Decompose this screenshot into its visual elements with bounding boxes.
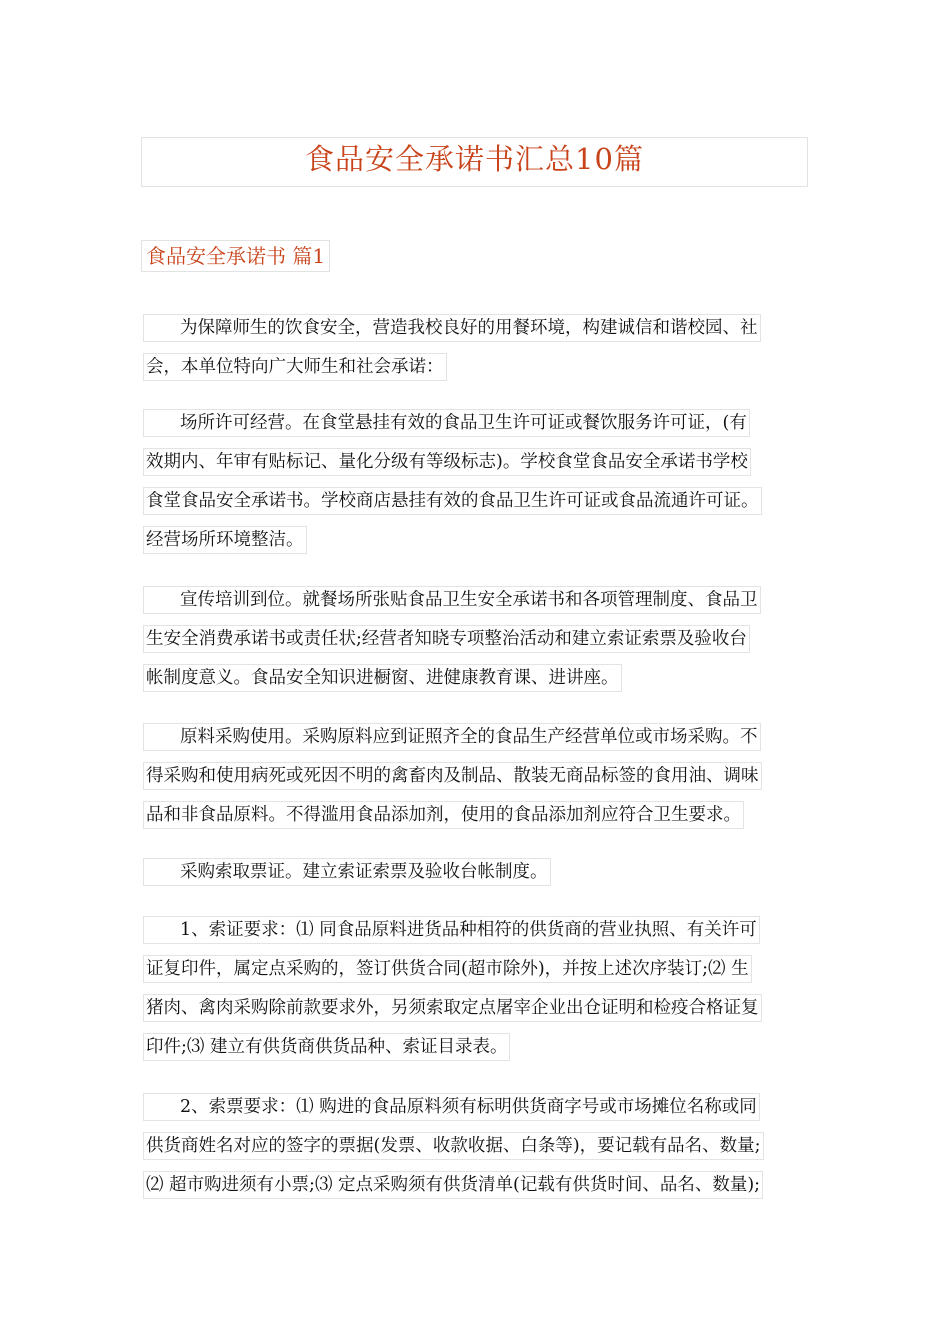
paragraph-line: 为保障师生的饮食安全，营造我校良好的用餐环境，构建诚信和谐校园、社 (143, 314, 809, 353)
paragraph-line: 场所许可经营。在食堂悬挂有效的食品卫生许可证或餐饮服务许可证，(有 (143, 409, 809, 448)
paragraph-line: 1、索证要求：⑴ 同食品原料进货品种相符的供货商的营业执照、有关许可 (143, 916, 809, 955)
paragraph-line: 效期内、年审有贴标记、量化分级有等级标志)。学校食堂食品安全承诺书学校 (143, 448, 809, 487)
paragraph-line: 宣传培训到位。就餐场所张贴食品卫生安全承诺书和各项管理制度、食品卫 (143, 586, 809, 625)
paragraph-line: ⑵ 超市购进须有小票;⑶ 定点采购须有供货清单(记载有供货时间、品名、数量); (143, 1171, 809, 1210)
paragraph-line: 供货商姓名对应的签字的票据(发票、收款收据、白条等)，要记载有品名、数量; (143, 1132, 809, 1171)
paragraph-line: 证复印件，属定点采购的，签订供货合同(超市除外)，并按上述次序装订;⑵ 生 (143, 955, 809, 994)
paragraph-line: 会，本单位特向广大师生和社会承诺： (143, 353, 809, 392)
paragraph-line: 食堂食品安全承诺书。学校商店悬挂有效的食品卫生许可证或食品流通许可证。 (143, 487, 809, 526)
paragraph-line: 经营场所环境整洁。 (143, 526, 809, 565)
document-title-box (141, 137, 808, 187)
paragraph-3 (143, 586, 809, 703)
paragraph-5 (143, 858, 809, 897)
paragraph-line: 2、索票要求：⑴ 购进的食品原料须有标明供货商字号或市场摊位名称或同 (143, 1093, 809, 1132)
paragraph-7 (143, 1093, 809, 1210)
paragraph-line: 猪肉、禽肉采购除前款要求外，另须索取定点屠宰企业出仓证明和检疫合格证复 (143, 994, 809, 1033)
paragraph-2 (143, 409, 809, 565)
paragraph-line: 生安全消费承诺书或责任状;经营者知晓专项整治活动和建立索证索票及验收台 (143, 625, 809, 664)
paragraph-line: 原料采购使用。采购原料应到证照齐全的食品生产经营单位或市场采购。不 (143, 723, 809, 762)
paragraph-line: 帐制度意义。食品安全知识进橱窗、进健康教育课、进讲座。 (143, 664, 809, 703)
paragraph-4 (143, 723, 809, 840)
paragraph-line: 得采购和使用病死或死因不明的禽畜肉及制品、散装无商品标签的食用油、调味 (143, 762, 809, 801)
paragraph-6 (143, 916, 809, 1072)
paragraph-line: 采购索取票证。建立索证索票及验收台帐制度。 (143, 858, 809, 897)
paragraph-line: 印件;⑶ 建立有供货商供货品种、索证目录表。 (143, 1033, 809, 1072)
paragraph-1 (143, 314, 809, 392)
document-title: 食品安全承诺书汇总10篇 (305, 142, 644, 176)
section-heading: 食品安全承诺书 篇1 (141, 240, 330, 272)
paragraph-line: 品和非食品原料。不得滥用食品添加剂，使用的食品添加剂应符合卫生要求。 (143, 801, 809, 840)
